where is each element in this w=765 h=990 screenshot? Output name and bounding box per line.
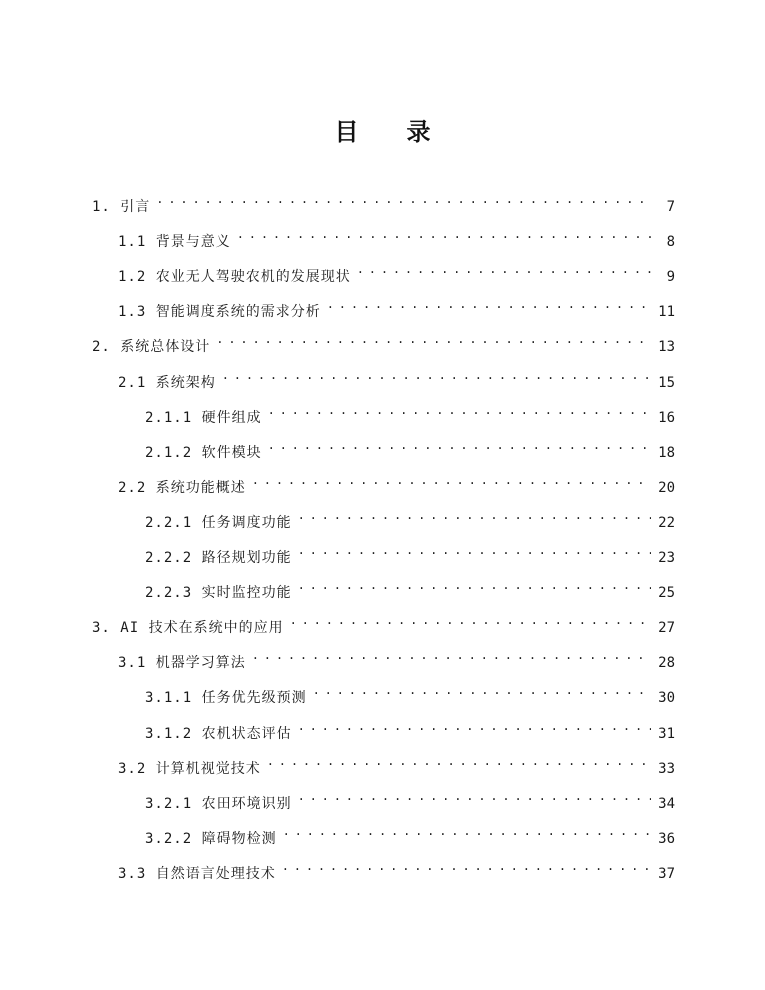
toc-dot-leader bbox=[237, 222, 651, 246]
toc-page-number: 7 bbox=[666, 199, 675, 215]
toc-entry[interactable] bbox=[145, 538, 675, 566]
toc-page-number: 37 bbox=[658, 865, 675, 882]
toc-dot-leader bbox=[252, 468, 651, 492]
toc-entry[interactable] bbox=[92, 327, 675, 356]
toc-entry[interactable] bbox=[118, 292, 675, 321]
toc-page-number: 30 bbox=[658, 690, 675, 707]
toc-dot-leader bbox=[267, 749, 651, 773]
toc-entry-label: 3.3 自然语言处理技术 bbox=[118, 865, 276, 882]
toc-dot-leader bbox=[298, 784, 651, 808]
toc-page-number: 23 bbox=[658, 550, 675, 566]
toc-page-number: 34 bbox=[658, 795, 675, 812]
toc-entry[interactable] bbox=[145, 433, 675, 461]
toc-dot-leader bbox=[268, 433, 651, 457]
toc-entry-label: 2.1.1 硬件组成 bbox=[145, 409, 262, 426]
toc-dot-leader bbox=[268, 398, 651, 422]
toc-page-number: 25 bbox=[658, 585, 675, 602]
toc-entry-label: 3.1 机器学习算法 bbox=[118, 655, 246, 672]
toc-dot-leader bbox=[283, 819, 651, 843]
toc-dot-leader bbox=[156, 187, 651, 211]
toc-dot-leader bbox=[298, 503, 651, 527]
toc-dot-leader bbox=[252, 643, 651, 667]
toc-entry[interactable] bbox=[145, 573, 675, 602]
toc-entry-label: 3.1.1 任务优先级预测 bbox=[145, 690, 307, 707]
toc-entry-label: 2. 系统总体设计 bbox=[92, 339, 211, 356]
toc-entry-label: 2.2.2 路径规划功能 bbox=[145, 550, 292, 566]
toc-entry-label: 2.1 系统架构 bbox=[118, 374, 216, 391]
toc-entry-label: 3. AI 技术在系统中的应用 bbox=[92, 620, 284, 637]
toc-entry[interactable] bbox=[92, 608, 675, 637]
toc-entry[interactable] bbox=[145, 819, 675, 847]
toc-entry-label: 3.2 计算机视觉技术 bbox=[118, 760, 261, 777]
toc-page-number: 36 bbox=[658, 830, 675, 847]
toc-dot-leader bbox=[298, 714, 651, 738]
toc-entry[interactable] bbox=[118, 222, 675, 251]
toc-page-number: 18 bbox=[658, 444, 675, 461]
toc-entry-label: 2.2.1 任务调度功能 bbox=[145, 514, 292, 531]
toc-dot-leader bbox=[222, 363, 651, 387]
toc-title: 目 录 bbox=[334, 118, 431, 146]
toc-entry-label: 2.1.2 软件模块 bbox=[145, 444, 262, 461]
toc-page-number: 28 bbox=[658, 655, 675, 672]
toc-dot-leader bbox=[327, 292, 651, 316]
toc-entry-label: 1. 引言 bbox=[92, 199, 151, 215]
toc-entry-label: 1.3 智能调度系统的需求分析 bbox=[118, 304, 321, 321]
toc-entry[interactable] bbox=[145, 678, 675, 707]
toc-dot-leader bbox=[282, 854, 651, 878]
toc-page-number: 13 bbox=[658, 339, 675, 356]
toc-entry[interactable] bbox=[118, 363, 675, 391]
toc-page-number: 15 bbox=[658, 374, 675, 391]
toc-dot-leader bbox=[298, 573, 651, 597]
toc-page-number: 9 bbox=[666, 269, 675, 286]
toc-entry-label: 2.2 系统功能概述 bbox=[118, 479, 246, 496]
toc-page-number: 22 bbox=[658, 514, 675, 531]
toc-entry-label: 2.2.3 实时监控功能 bbox=[145, 585, 292, 602]
toc-entry[interactable] bbox=[145, 714, 675, 742]
toc-page-number: 31 bbox=[658, 725, 675, 742]
toc-entry[interactable] bbox=[118, 257, 675, 286]
toc-entry-label: 3.2.2 障碍物检测 bbox=[145, 830, 277, 847]
toc-entry-label: 3.2.1 农田环境识别 bbox=[145, 795, 292, 812]
toc-entry[interactable] bbox=[92, 187, 675, 215]
toc-page-number: 11 bbox=[658, 304, 675, 321]
toc-dot-leader bbox=[216, 327, 651, 351]
toc-entry-label: 3.1.2 农机状态评估 bbox=[145, 725, 292, 742]
toc-entry-label: 1.1 背景与意义 bbox=[118, 234, 231, 251]
toc-page-number: 20 bbox=[658, 479, 675, 496]
toc-entry[interactable] bbox=[145, 503, 675, 531]
toc-entry[interactable] bbox=[118, 643, 675, 672]
toc-page-number: 16 bbox=[658, 409, 675, 426]
toc-dot-leader bbox=[298, 538, 651, 562]
toc-dot-leader bbox=[313, 678, 651, 702]
toc-entry[interactable] bbox=[118, 854, 675, 882]
toc-dot-leader bbox=[290, 608, 651, 632]
toc-entry[interactable] bbox=[118, 749, 675, 777]
toc-entry-label: 1.2 农业无人驾驶农机的发展现状 bbox=[118, 269, 351, 286]
toc-entry[interactable] bbox=[145, 784, 675, 812]
toc-page-number: 33 bbox=[658, 760, 675, 777]
toc-page-number: 27 bbox=[658, 620, 675, 637]
toc-page-number: 8 bbox=[666, 234, 675, 251]
toc-entry[interactable] bbox=[118, 468, 675, 496]
toc-dot-leader bbox=[357, 257, 651, 281]
toc-entry[interactable] bbox=[145, 398, 675, 426]
